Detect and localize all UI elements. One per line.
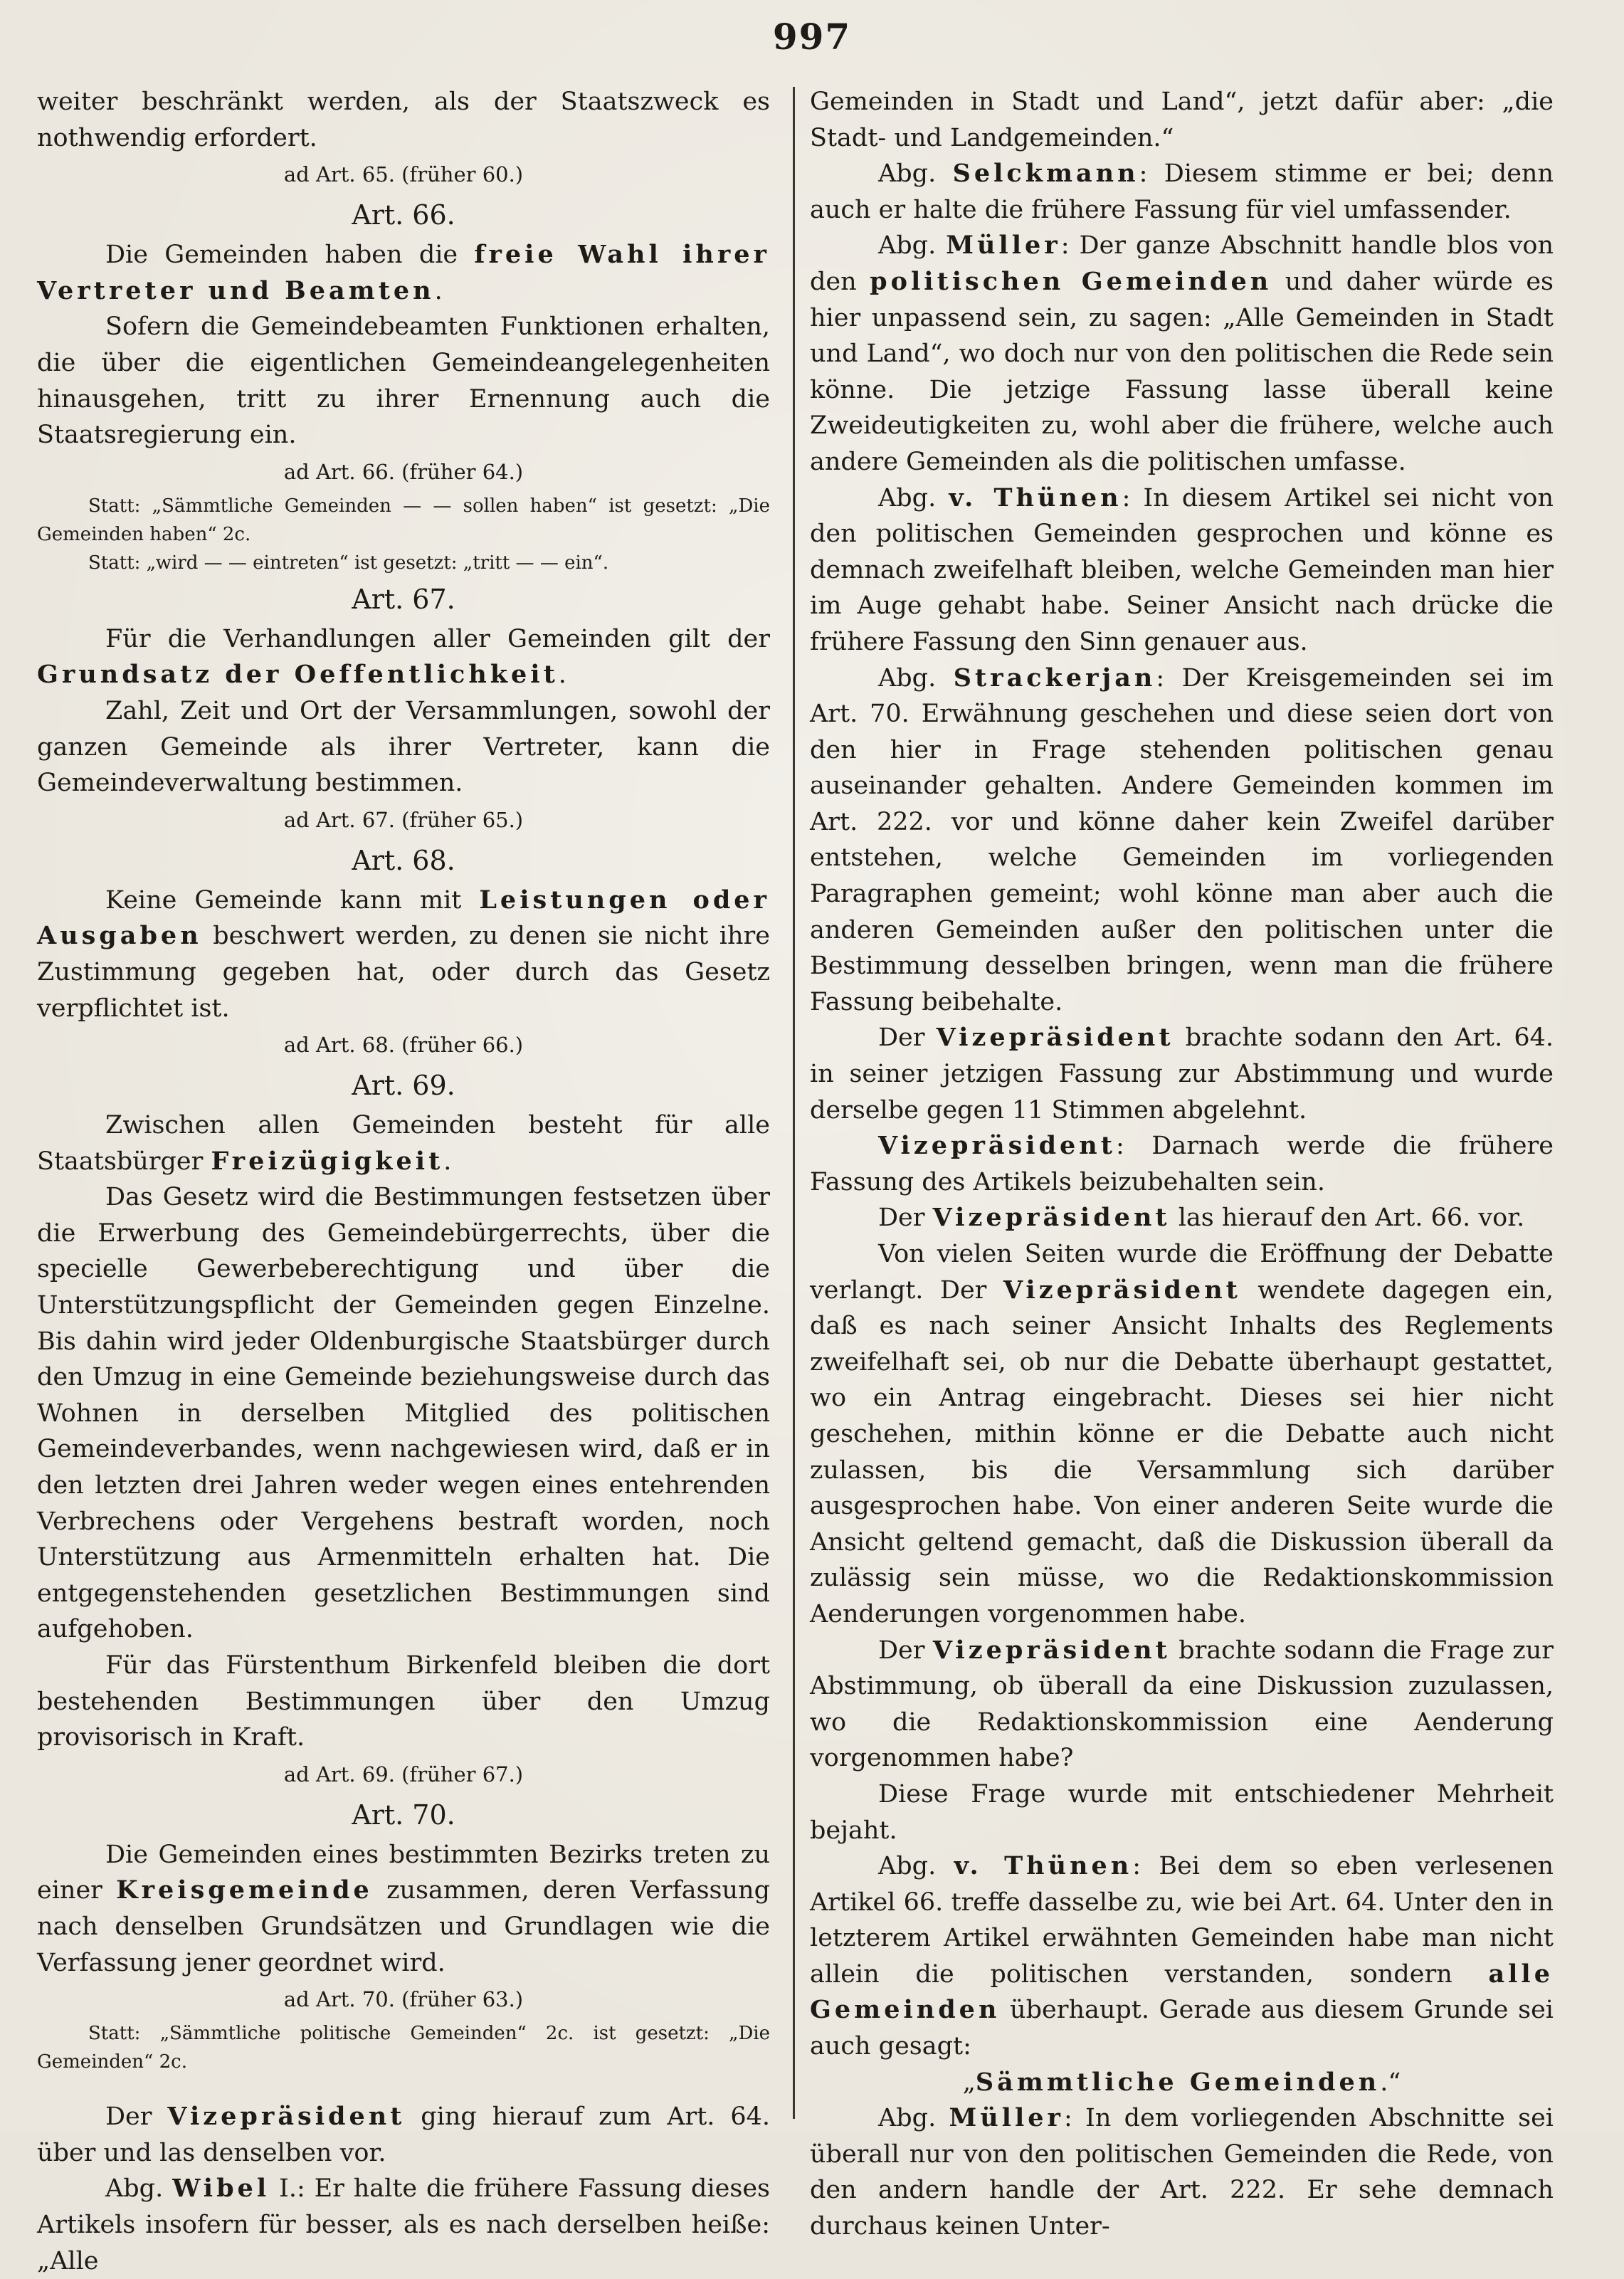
paragraph: weiter beschränkt werden, als der Staatszweck es nothwendig erfordert. [37,88,770,152]
article-reference: ad Art. 66. (früher 64.) [283,459,524,484]
left-column [37,84,770,2279]
article-reference: ad Art. 67. (früher 65.) [283,807,524,832]
editorial-note: Statt: „Sämmtliche Gemeinden — — sollen haben“ ist gesetzt: „Die Gemeinden haben“ 2c. [37,495,770,545]
paragraph: Abg. Müller: Der ganze Abschnitt handle blos von den politischen Gemeinden und daher würde es hier unpassend sein, zu sagen: „Alle Gemeinden in Stadt und Land“, wo doch nur von den politischen die Rede sein könne. Die jetzige Fassung lasse überall keine Zweideutigkeiten zu, wohl aber die frühere, welche auch andere Gemeinden als die politischen umfasse. [810,231,1554,476]
article-paragraph: Zwischen allen Gemeinden besteht für alle Staatsbürger Freizügigkeit. [37,1111,770,1176]
page-number: 997 [772,16,852,58]
paragraph: Abg. v. Thünen: Bei dem so eben verlesenen Artikel 66. treffe dasselbe zu, wie bei Art. 64. Unter den in letzterem Artikel erwähnten Gemeinden habe man nicht allein die politischen verstanden, sondern alle Gemeinden überhaupt. Gerade aus diesem Grunde sei auch gesagt: [810,1851,1554,2061]
article-paragraph: Die Gemeinden eines bestimmten Bezirks treten zu einer Kreisgemeinde zusammen, deren Verfassung nach denselben Grundsätzen und Grundlagen wie die Verfassung jener geordnet wird. [37,1840,770,1977]
article-reference: ad Art. 70. (früher 63.) [283,1987,524,2012]
article-heading: Art. 68. [352,844,455,876]
article-reference: ad Art. 68. (früher 66.) [283,1033,524,1058]
editorial-note: Statt: „Sämmtliche politische Gemeinden“ 2c. ist gesetzt: „Die Gemeinden“ 2c. [37,2023,770,2073]
article-paragraph: Die Gemeinden haben die freie Wahl ihrer Vertreter und Beamten. [37,240,770,305]
paragraph: Abg. Selckmann: Diesem stimme er bei; denn auch er halte die frühere Fassung für viel umfassender. [810,159,1554,224]
paragraph: Der Vizepräsident las hierauf den Art. 66. vor. [878,1203,1525,1233]
quoted-line: „Sämmtliche Gemeinden.“ [962,2067,1401,2097]
column-divider [793,87,795,2119]
article-paragraph: Für die Verhandlungen aller Gemeinden gilt der Grundsatz der Oeffentlichkeit. [37,624,770,690]
paragraph: Gemeinden in Stadt und Land“, jetzt dafür aber: „die Stadt- und Landgemeinden.“ [810,88,1554,152]
paragraph: Von vielen Seiten wurde die Eröffnung der Debatte verlangt. Der Vizepräsident wendete dagegen ein, daß es nach seiner Ansicht Inhalts des Reglements zweifelhaft sei, ob nur die Debatte überhaupt gestattet, wo ein Antrag eingebracht. Dieses sei hier nicht geschehen, mithin könne er die Debatte auch nicht zulassen, bis die Versammlung sich darüber ausgesprochen habe. Von einer anderen Seite wurde die Ansicht geltend gemacht, daß die Diskussion überall da zulässig sein müsse, wo die Redaktionskommission Aenderungen vorgenommen habe. [810,1240,1554,1628]
article-reference: ad Art. 69. (früher 67.) [283,1762,524,1786]
article-paragraph: Keine Gemeinde kann mit Leistungen oder Ausgaben beschwert werden, zu denen sie nicht ihre Zustimmung gegeben hat, oder durch das Gesetz verpflichtet ist. [37,885,770,1023]
paragraph: Vizepräsident: Darnach werde die frühere Fassung des Artikels beizubehalten sein. [810,1131,1554,1196]
paragraph: Abg. Wibel I.: Er halte die frühere Fassung dieses Artikels insofern für besser, als es nach derselben heiße: „Alle [37,2174,770,2275]
paragraph: Diese Frage wurde mit entschiedener Mehrheit bejaht. [810,1779,1554,1845]
article-paragraph: Das Gesetz wird die Bestimmungen festsetzen über die Erwerbung des Gemeindebürgerrechts, über die specielle Gewerbeberechtigung und über die Unterstützungspflicht der Gemeinden gegen Einzelne. Bis dahin wird jeder Oldenburgische Staatsbürger durch den Umzug in eine Gemeinde beziehungsweise durch das Wohnen in derselben Mitglied des politischen Gemeindeverbandes, wenn nachgewiesen wird, daß er in den letzten drei Jahren weder wegen eines entehrenden Verbrechens oder Vergehens bestraft worden, noch Unterstützung aus Armenmitteln erhalten hat. Die entgegenstehenden gesetzlichen Bestimmungen sind aufgehoben. [37,1183,770,1644]
article-paragraph: Sofern die Gemeindebeamten Funktionen erhalten, die über die eigentlichen Gemeindeangelegenheiten hinausgehen, tritt zu ihrer Ernennung auch die Staatsregierung ein. [37,312,770,450]
article-paragraph: Zahl, Zeit und Ort der Versammlungen, sowohl der ganzen Gemeinde als ihrer Vertreter, kann die Gemeindeverwaltung bestimmen. [37,696,770,798]
paragraph: Abg. Strackerjan: Der Kreisgemeinden sei im Art. 70. Erwähnung geschehen und diese seien dort von den hier in Frage stehenden politischen genau auseinander gehalten. Andere Gemeinden kommen im Art. 222. vor und könne daher kein Zweifel darüber entstehen, welche Gemeinden im vorliegenden Paragraphen gemeint; wohl könne man aber auch die anderen Gemeinden außer den politischen unter die Bestimmung desselben bringen, wenn man die frühere Fassung beibehalte. [810,663,1554,1016]
paragraph: Abg. Müller: In dem vorliegenden Abschnitte sei überall nur von den politischen Gemeinden die Rede, von den andern handle der Art. 222. Er sehe demnach durchaus keinen Unter- [810,2103,1554,2241]
paragraph: Abg. v. Thünen: In diesem Artikel sei nicht von den politischen Gemeinden gesprochen und könne es demnach zweifelhaft bleiben, welche Gemeinden man hier im Auge gehabt habe. Seiner Ansicht nach drücke die frühere Fassung den Sinn genauer aus. [810,483,1554,656]
article-heading: Art. 70. [352,1799,455,1831]
article-paragraph: Für das Fürstenthum Birkenfeld bleiben die dort bestehenden Bestimmungen über den Umzug provisorisch in Kraft. [37,1651,770,1752]
editorial-note: Statt: „wird — — eintreten“ ist gesetzt: „tritt — — ein“. [88,552,609,574]
paragraph: Der Vizepräsident ging hierauf zum Art. 64. über und las denselben vor. [37,2102,770,2167]
article-heading: Art. 67. [352,583,455,615]
right-column [810,84,1554,2245]
article-reference: ad Art. 65. (früher 60.) [283,162,524,187]
article-heading: Art. 66. [352,199,455,231]
paragraph: Der Vizepräsident brachte sodann die Frage zur Abstimmung, ob überall da eine Diskussion zuzulassen, wo die Redaktionskommission eine Aenderung vorgenommen habe? [810,1635,1554,1773]
paragraph: Der Vizepräsident brachte sodann den Art. 64. in seiner jetzigen Fassung zur Abstimmung und wurde derselbe gegen 11 Stimmen abgelehnt. [810,1023,1554,1125]
article-heading: Art. 69. [352,1070,455,1102]
